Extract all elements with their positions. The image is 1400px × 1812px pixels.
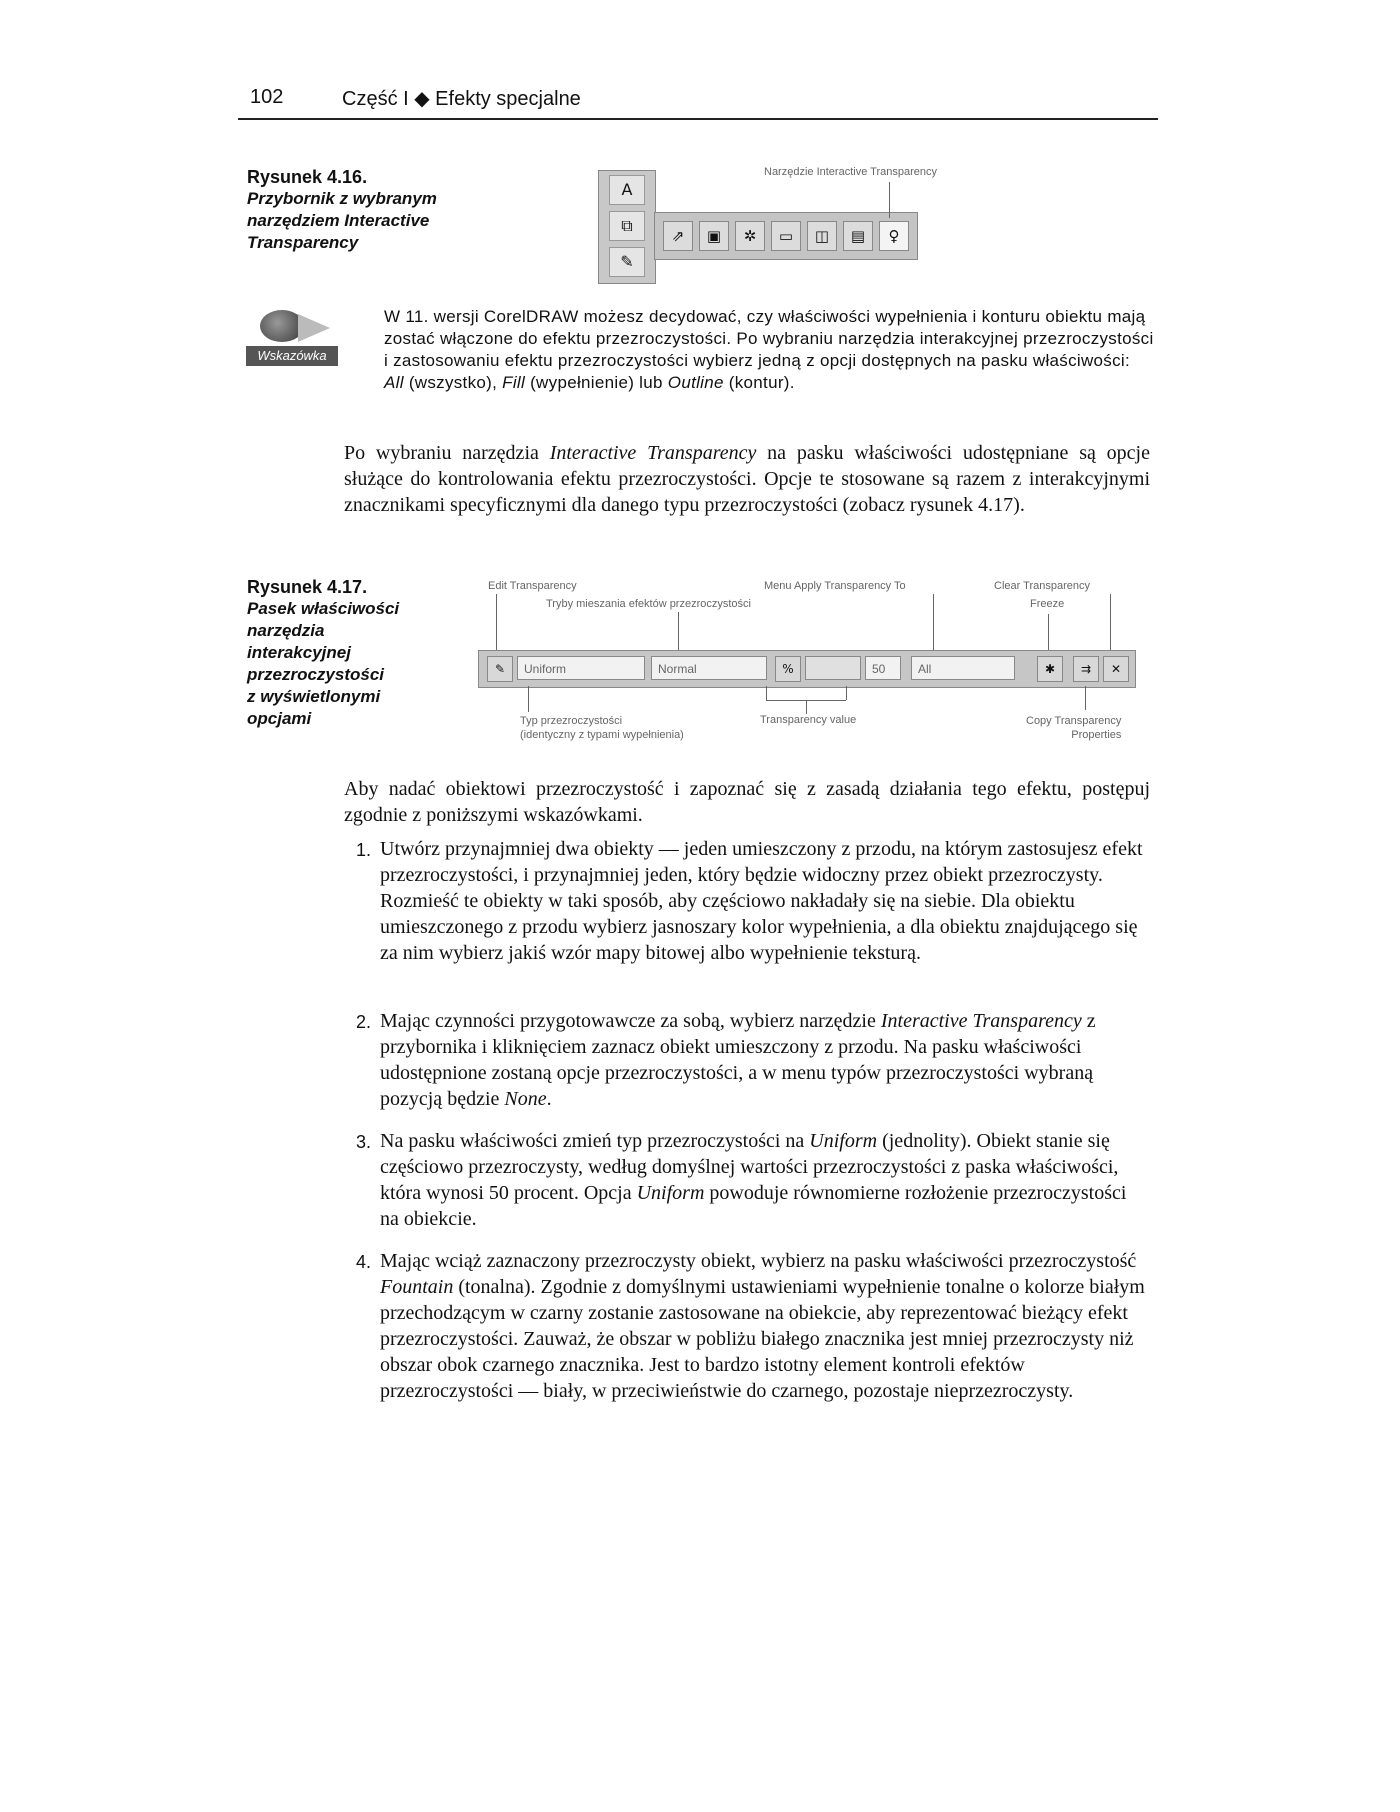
leader-line (1110, 594, 1111, 652)
label-transparency-type: Typ przezroczystości (identyczny z typami wypełnienia) (520, 715, 684, 741)
label-transparency-value: Transparency value (760, 714, 857, 726)
interactive-tool-icon[interactable]: ⧉ (609, 211, 645, 241)
figure-number: Rysunek 4.16. (247, 167, 368, 187)
merge-mode-select[interactable]: Normal (651, 656, 767, 680)
hint-badge: Wskazówka (246, 346, 338, 366)
property-bar (478, 650, 1136, 688)
figure-number: Rysunek 4.17. (247, 577, 368, 597)
leader-line (528, 686, 529, 712)
running-header (238, 84, 1158, 120)
percent-icon: % (775, 656, 801, 682)
list-item: 3. Na pasku właściwości zmień typ przezroczystości na Uniform (jednolity). Obiekt stanie się częściowo przezroczysty, według domyślnej wartości przezroczystości z paska właściwości, która wynosi 50 procent. Opcja Uniform powoduje równomierne rozłożenie przezroczystości na obiekcie. (356, 1130, 1127, 1230)
edit-transparency-icon[interactable]: ✎ (487, 656, 513, 682)
toolbox-flyout (654, 212, 918, 260)
leader-line (933, 594, 934, 652)
clear-transparency-icon[interactable]: ✕ (1103, 656, 1129, 682)
drop-shadow-tool-icon[interactable]: ▤ (843, 221, 873, 251)
label-clear-transparency: Clear Transparency (994, 580, 1090, 592)
extrude-tool-icon[interactable]: ◫ (807, 221, 837, 251)
figure-4-17-caption (247, 576, 457, 730)
figure-caption-text: Przybornik z wybranym narzędziem Interactive Transparency (247, 189, 437, 252)
paragraph: Aby nadać obiektowi przezroczystość i zapoznać się z zasadą działania tego efektu, postępuj zgodnie z poniższymi wskazówkami. (344, 778, 1150, 826)
contour-tool-icon[interactable]: ▣ (699, 221, 729, 251)
hint-icon (246, 304, 338, 378)
leader-line (806, 700, 807, 714)
transparency-type-select[interactable]: Uniform (517, 656, 645, 680)
freeze-icon[interactable]: ✱ (1037, 656, 1063, 682)
label-copy-properties: Copy Transparency Properties (1026, 715, 1122, 741)
hint-arrow-icon (298, 314, 330, 342)
paragraph: Po wybraniu narzędzia Interactive Transparency na pasku właściwości udostępniane są opcje służące do kontrolowania efektu przezroczystości. Opcje te stosowane są razem z interakcyjnymi znacznikami specyficznymi dla danego typu przezroczystości (zobacz rysunek 4.17). (344, 442, 1150, 516)
leader-line (678, 612, 679, 652)
apply-to-select[interactable]: All (911, 656, 1015, 680)
leader-line (496, 594, 497, 652)
list-item: 2. Mając czynności przygotowawcze za sobą, wybierz narzędzie Interactive Transparency z przybornika i kliknięciem zaznacz obiekt umieszczony z przodu. Na pasku właściwości udostępnione zostaną opcje przezroczystości, a w menu typów przezroczystości wybraną pozycją będzie None. (356, 1010, 1096, 1110)
transparency-value-input[interactable]: 50 (865, 656, 901, 680)
envelope-tool-icon[interactable]: ▭ (771, 221, 801, 251)
page-number: 102 (250, 86, 284, 108)
toolbox-figure (598, 164, 938, 284)
distort-tool-icon[interactable]: ✲ (735, 221, 765, 251)
list-item: 1. Utwórz przynajmniej dwa obiekty — jeden umieszczony z przodu, na którym zastosujesz efekt przezroczystości, i przynajmniej jeden, który będzie widoczny przez obiekt przezroczysty. Rozmieść te obiekty w taki sposób, aby częściowo nakładały się na siebie. Dla obiektu umieszczonego z przodu wybierz jasnoszary kolor wypełnienia, a dla obiektu znajdującego się za nim wybierz jakiś wzór mapy bitowej albo wypełnienie teksturą. (356, 838, 1143, 964)
blend-tool-icon[interactable]: ⇗ (663, 221, 693, 251)
figure-4-16-caption (247, 166, 467, 254)
copy-properties-icon[interactable]: ⇉ (1073, 656, 1099, 682)
leader-line (1048, 614, 1049, 652)
label-merge-modes: Tryby mieszania efektów przezroczystości (546, 598, 751, 610)
leader-line (846, 686, 847, 700)
hint-text: W 11. wersji CorelDRAW możesz decydować, czy właściwości wypełnienia i konturu obiektu mają zostać włączone do efektu przezroczystości. Po wybraniu narzędzia interakcyjnej przezroczystości i zastosowaniu efektu przezroczystości wybierz jedną z opcji dostępnych na pasku właściwości: All (wszystko), Fill (wypełnienie) lub Outline (kontur). (384, 307, 1154, 392)
text-tool-icon[interactable]: A (609, 175, 645, 205)
transparency-tool-icon[interactable]: ♀ (879, 221, 909, 251)
list-item: 4. Mając wciąż zaznaczony przezroczysty obiekt, wybierz na pasku właściwości przezroczystość Fountain (tonalna). Zgodnie z domyślnymi ustawieniami wypełnienie tonalne o kolorze białym przechodzącym w czarny zostanie zastosowane na obiekcie, aby reprezentować bieżący efekt przezroczystości. Zauważ, że obszar w pobliżu białego znacznika jest mniej przezroczysty niż obszar obok czarnego znacznika. Jest to bardzo istotny element kontroli efektów przezroczystości — biały, w przeciwieństwie do czarnego, pozostaje nieprzezroczysty. (356, 1250, 1145, 1402)
label-freeze: Freeze (1030, 598, 1065, 610)
transparency-slider[interactable] (805, 656, 861, 680)
label-apply-to: Menu Apply Transparency To (764, 580, 906, 592)
chapter-title: Część I ◆ Efekty specjalne (342, 88, 581, 110)
property-bar-figure (478, 580, 1138, 750)
label-edit-transparency: Edit Transparency (488, 580, 577, 592)
callout-label: Narzędzie Interactive Transparency (764, 166, 938, 178)
toolbox-vertical (598, 170, 656, 284)
figure-caption-text: Pasek właściwości narzędzia interakcyjnej przezroczystości z wyświetlonymi opcjami (247, 599, 400, 728)
leader-line (766, 686, 767, 700)
leader-line (1085, 686, 1086, 710)
eyedropper-tool-icon[interactable]: ✎ (609, 247, 645, 277)
callout-line (889, 182, 890, 218)
